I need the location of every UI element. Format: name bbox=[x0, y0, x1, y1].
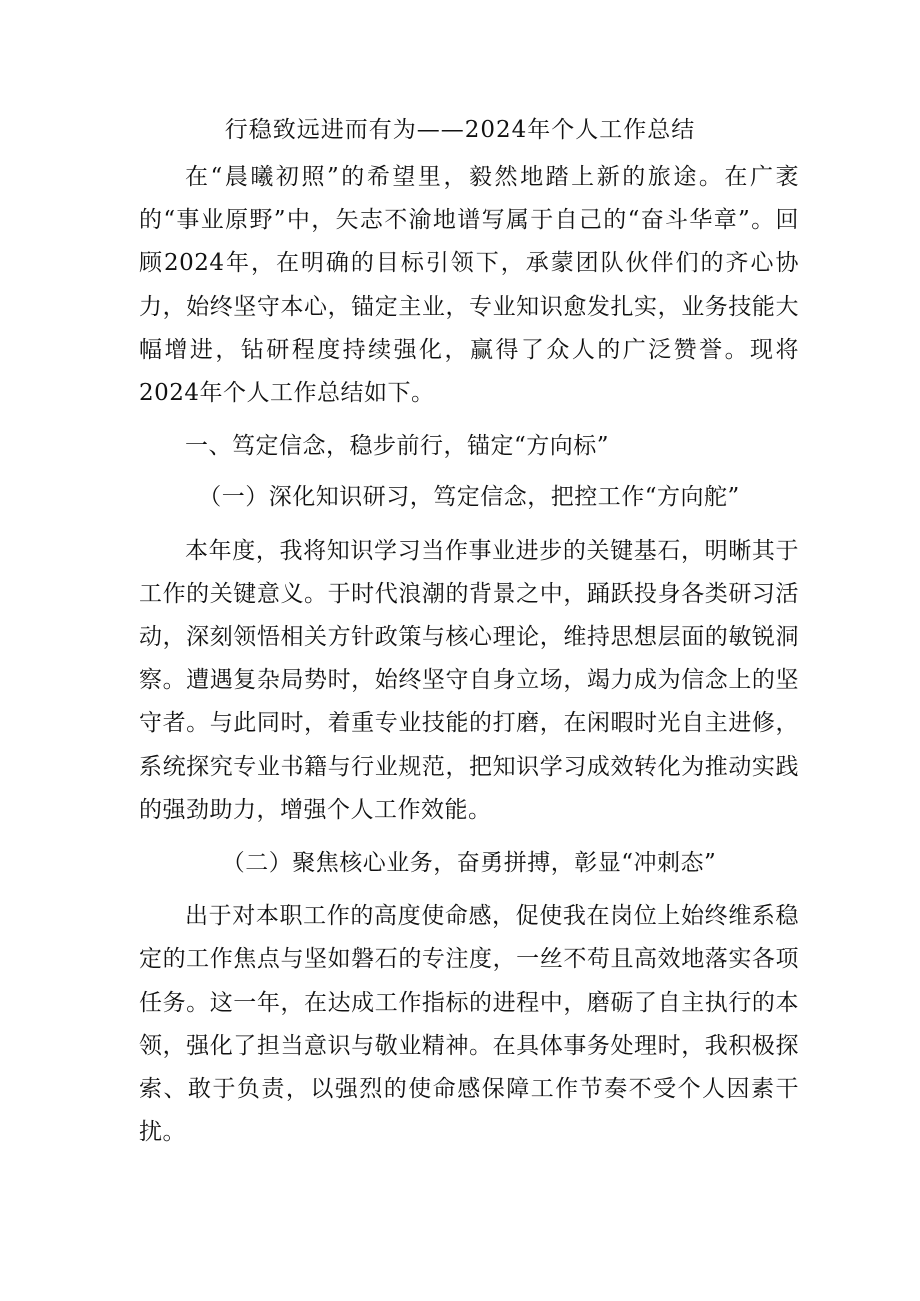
intro-paragraph: 在“晨曦初照”的希望里，毅然地踏上新的旅途。在广袤的“事业原野”中，矢志不渝地谱写属于自己的“奋斗华章”。回顾2024年，在明确的目标引领下，承蒙团队伙伴们的齐心协力，始终坚守本心，锚定主业，专业知识愈发扎实，业务技能大幅增进，钻研程度持续强化，赢得了众人的广泛赞誉。现将2024年个人工作总结如下。 bbox=[139, 164, 799, 407]
document-body bbox=[139, 156, 799, 1154]
subsection-2-heading: （二）聚焦核心业务，奋勇拼搏，彰显“冲刺态” bbox=[221, 850, 717, 877]
section-1-heading: 一、笃定信念，稳步前行，锚定“方向标” bbox=[185, 433, 610, 460]
subsection-1-paragraph: 本年度，我将知识学习当作事业进步的关键基石，明晰其于工作的关键意义。于时代浪潮的背景之中，踊跃投身各类研习活动，深刻领悟相关方针政策与核心理论，维持思想层面的敏锐洞察。遭遇复杂局势时，始终坚守自身立场，竭力成为信念上的坚守者。与此同时，着重专业技能的打磨，在闲暇时光自主进修，系统探究专业书籍与行业规范，把知识学习成效转化为推动实践的强劲助力，增强个人工作效能。 bbox=[139, 537, 799, 823]
document-title: 行稳致远进而有为——2024年个人工作总结 bbox=[224, 117, 696, 143]
subsection-2-paragraph: 出于对本职工作的高度使命感，促使我在岗位上始终维系稳定的工作焦点与坚如磐石的专注度，一丝不苟且高效地落实各项任务。这一年，在达成工作指标的进程中，磨砺了自主执行的本领，强化了担当意识与敬业精神。在具体事务处理时，我积极探索、敢于负责，以强烈的使命感保障工作节奏不受个人因素干扰。 bbox=[139, 903, 799, 1146]
subsection-1-heading: （一）深化知识研习，笃定信念，把控工作“方向舵” bbox=[198, 484, 740, 511]
